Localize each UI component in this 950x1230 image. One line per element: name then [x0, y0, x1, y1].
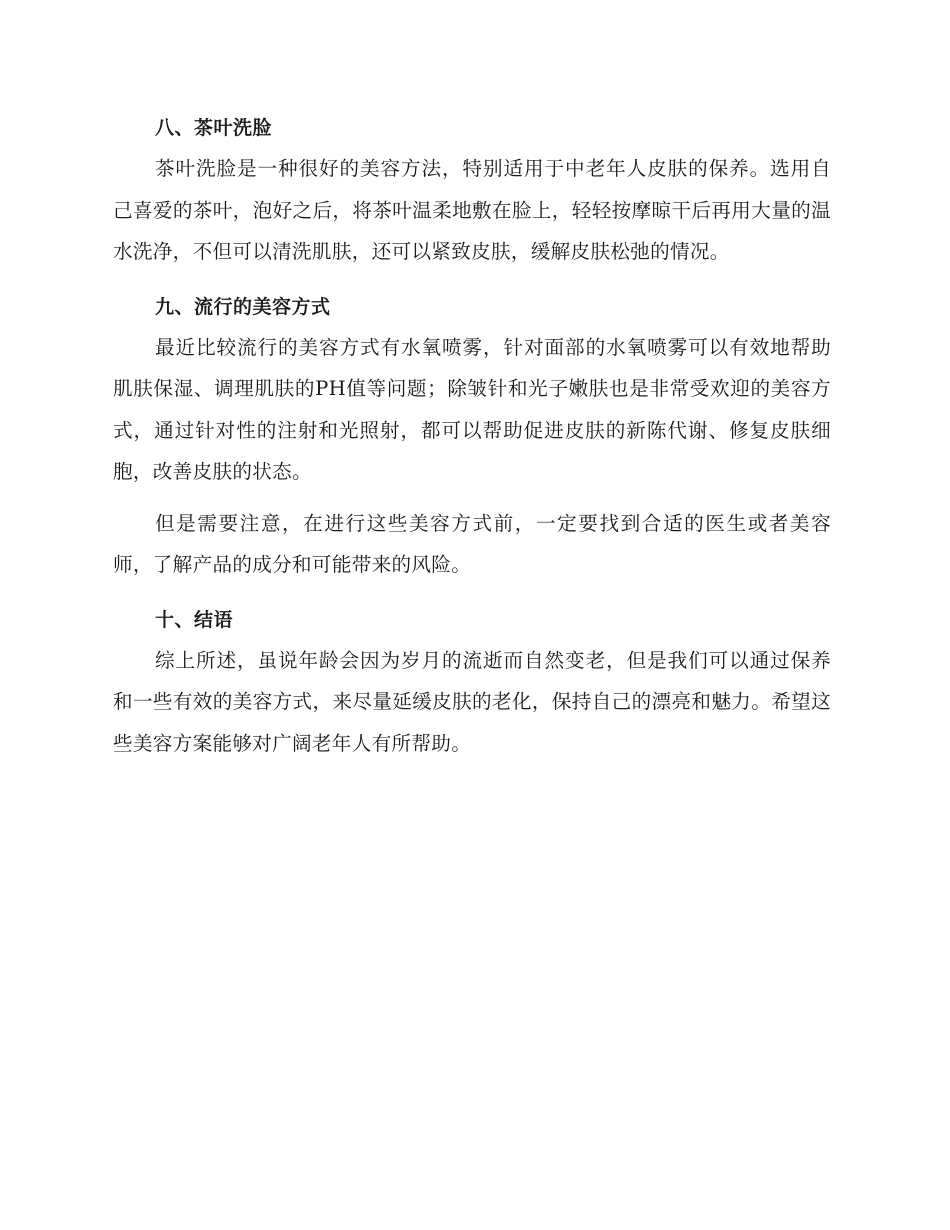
document-page: [113, 108, 831, 774]
section-heading: 九、流行的美容方式: [155, 295, 331, 318]
paragraph: 但是需要注意，在进行这些美容方式前，一定要找到合适的医生或者美容师，了解产品的成分和可能带来的风险。: [113, 511, 831, 576]
paragraph: 综上所述，虽说年龄会因为岁月的流逝而自然变老，但是我们可以通过保养和一些有效的美容方式，来尽量延缓皮肤的老化，保持自己的漂亮和魅力。希望这些美容方案能够对广阔老年人有所帮助。: [113, 648, 831, 755]
section-tea-face-wash: [113, 108, 831, 273]
section-heading: 十、结语: [155, 608, 234, 631]
section-conclusion: [113, 600, 831, 765]
section-heading: 八、茶叶洗脸: [155, 117, 273, 139]
paragraph: 最近比较流行的美容方式有水氧喷雾，针对面部的水氧喷雾可以有效地帮助肌肤保湿、调理肌肤的PH值等问题；除皱针和光子嫩肤也是非常受欢迎的美容方式，通过针对性的注射和光照射，都可以帮助促进皮肤的新陈代谢、修复皮肤细胞，改善皮肤的状态。: [113, 335, 831, 483]
section-popular-beauty-methods: [113, 287, 831, 586]
paragraph: 茶叶洗脸是一种很好的美容方法，特别适用于中老年人皮肤的保养。选用自己喜爱的茶叶，泡好之后，将茶叶温柔地敷在脸上，轻轻按摩晾干后再用大量的温水洗净，不但可以清洗肌肤，还可以紧致皮肤，缓解皮肤松弛的情况。: [113, 157, 831, 263]
